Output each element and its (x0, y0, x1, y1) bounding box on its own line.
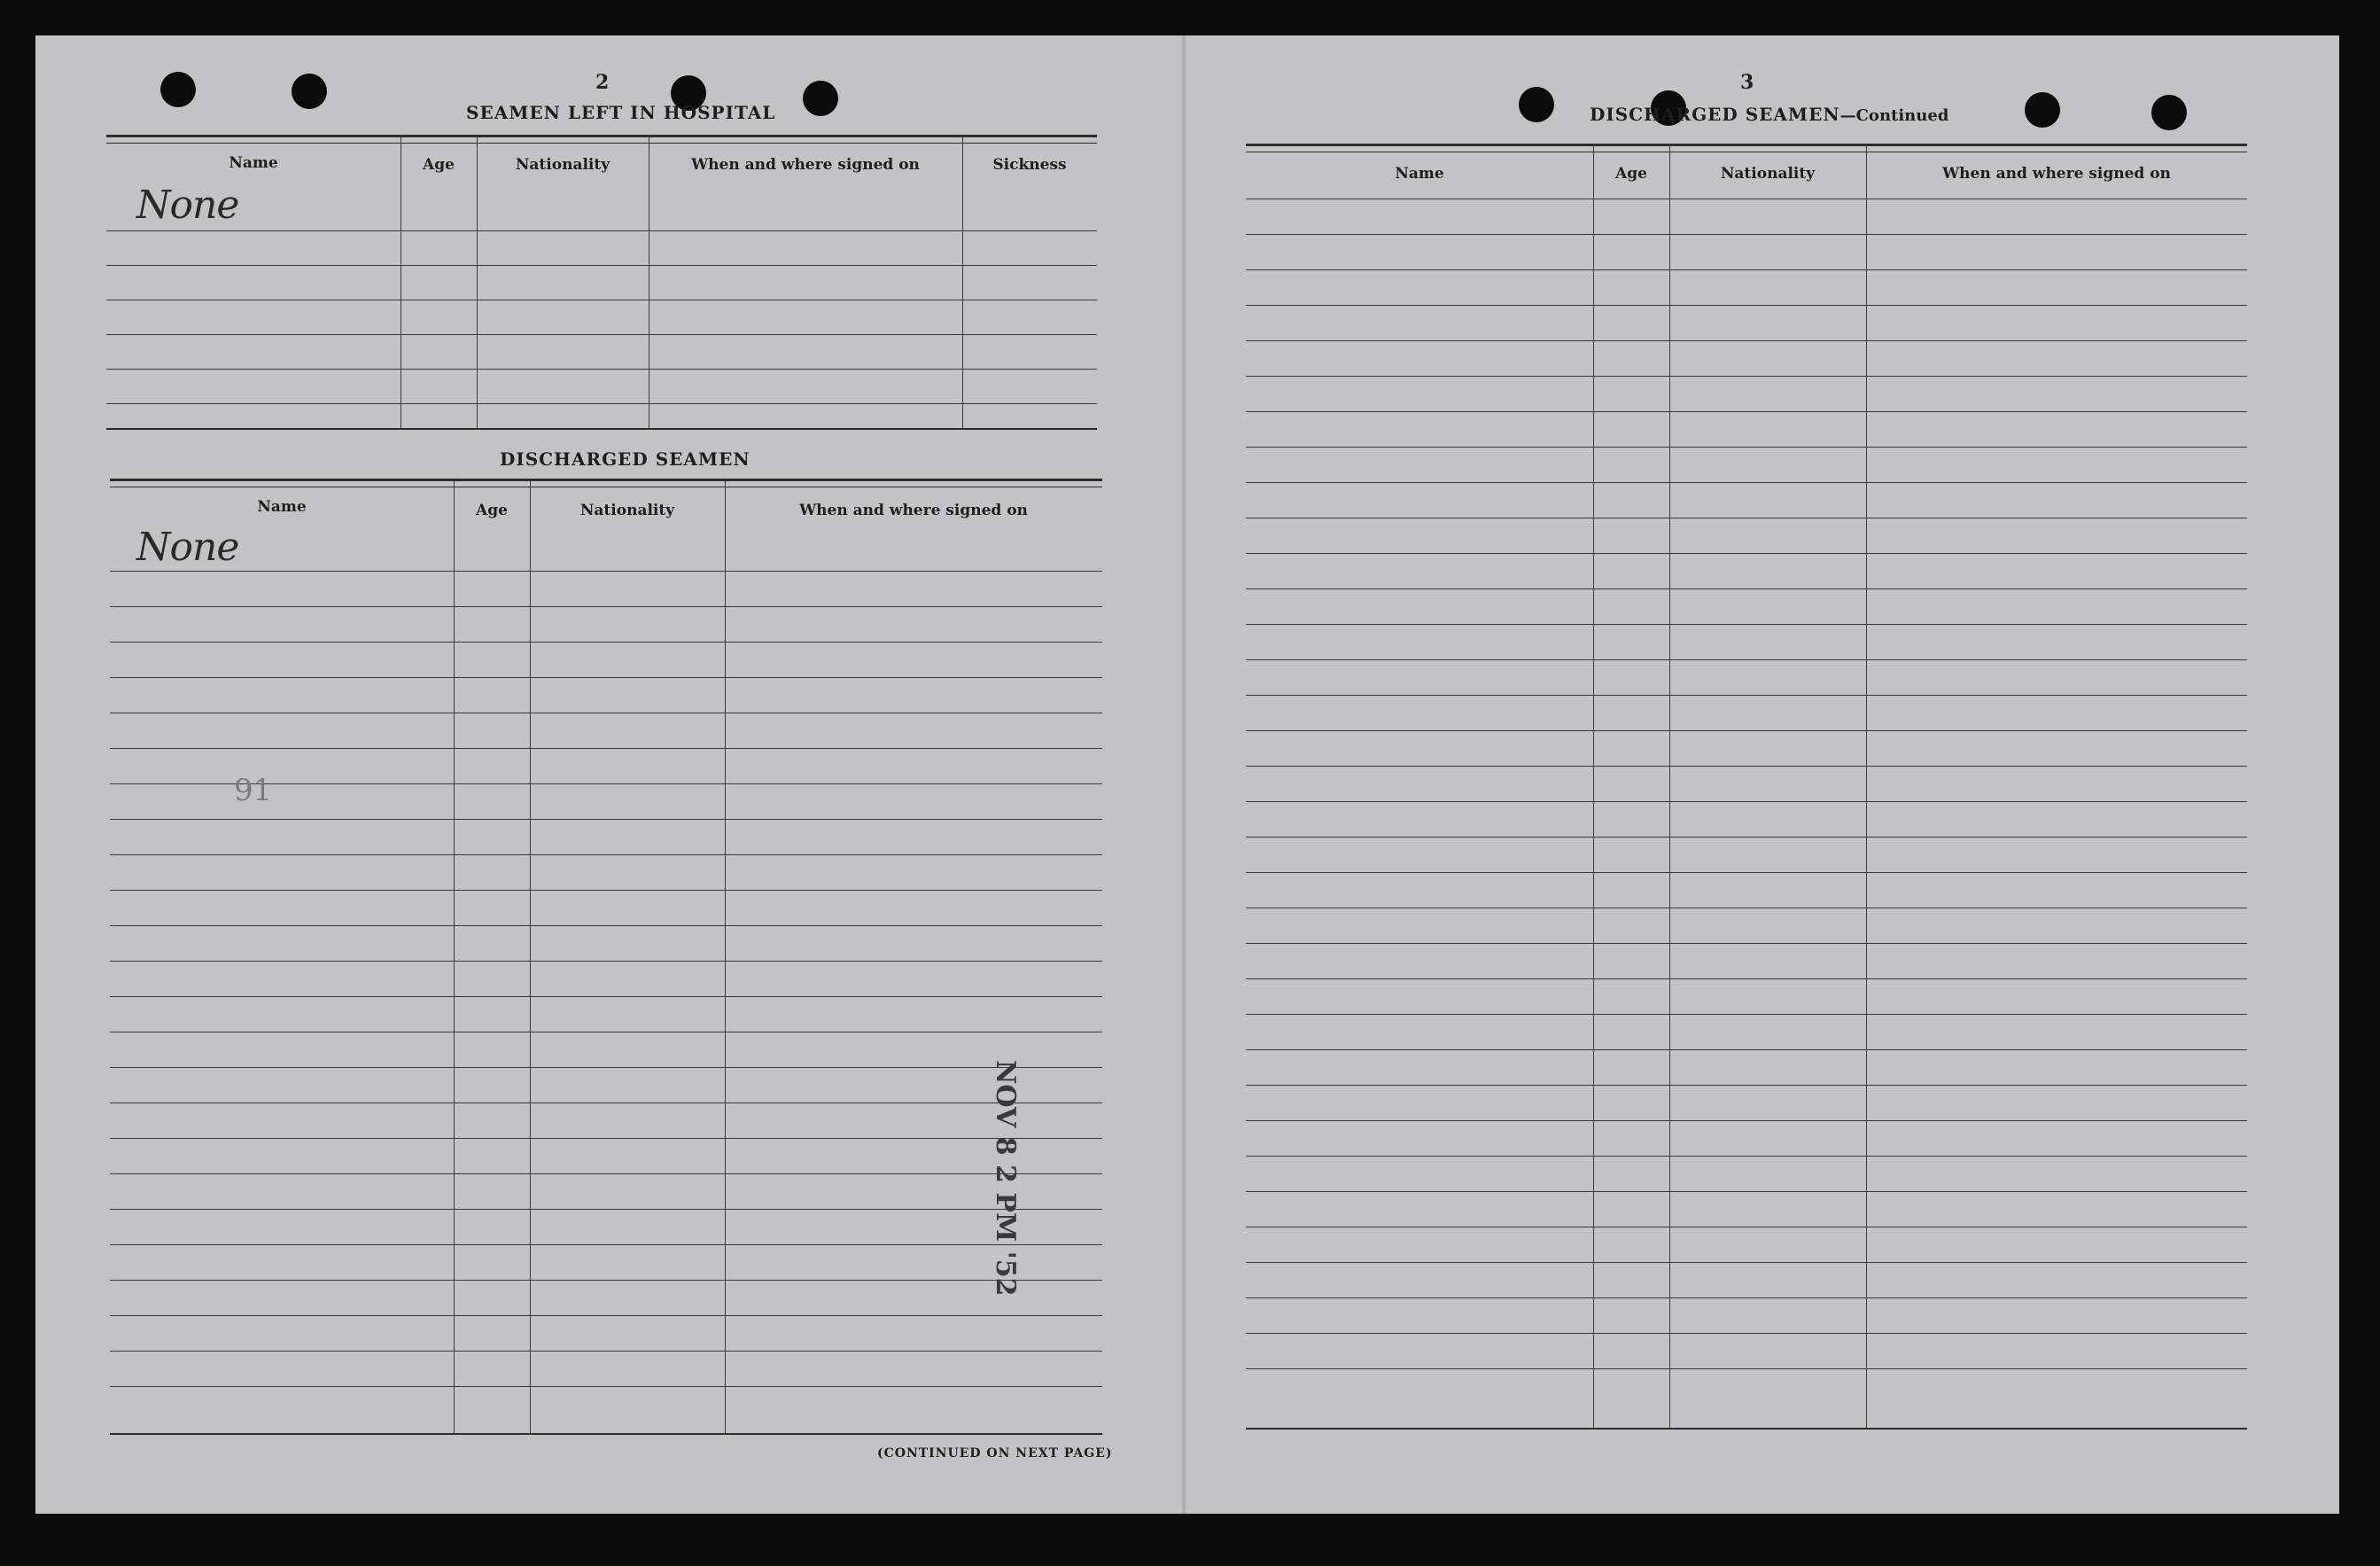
handwritten-none: None (136, 525, 239, 570)
col-header-name: Name (1395, 165, 1444, 183)
col-header-age: Age (1615, 165, 1647, 183)
col-header-nationality: Nationality (579, 502, 675, 519)
col-header-nationality: Nationality (515, 156, 611, 174)
right-page-number: 3 (1740, 71, 1754, 94)
col-header-signed-on: When and where signed on (691, 156, 920, 174)
col-header-name: Name (257, 498, 307, 516)
date-stamp: NOV 8 2 PM '52 (990, 1060, 1021, 1297)
margin-number: 91 (234, 773, 273, 808)
punch-hole (160, 72, 196, 107)
col-header-age: Age (423, 156, 455, 174)
col-header-signed-on: When and where signed on (1942, 165, 2171, 183)
handwritten-none: None (136, 183, 239, 228)
hospital-table (106, 135, 1097, 429)
punch-hole (803, 81, 838, 116)
page-fold (1182, 35, 1186, 1514)
col-header-name: Name (229, 154, 278, 172)
punch-hole (2025, 92, 2060, 128)
punch-hole (2151, 95, 2187, 130)
hospital-section-title: SEAMEN LEFT IN HOSPITAL (466, 102, 776, 123)
punch-hole (292, 74, 327, 109)
discharged-section-title: DISCHARGED SEAMEN (500, 448, 751, 470)
col-header-sickness: Sickness (992, 156, 1067, 174)
discharged-table (110, 479, 1102, 1434)
col-header-age: Age (476, 502, 508, 519)
discharged-continued-title (1590, 104, 1948, 125)
continued-footer: (CONTINUED ON NEXT PAGE) (877, 1446, 1113, 1461)
col-header-nationality: Nationality (1720, 165, 1816, 183)
left-page-number: 2 (595, 71, 610, 94)
punch-hole (1519, 87, 1554, 122)
col-header-signed-on: When and where signed on (799, 502, 1028, 519)
discharged-continued-table (1246, 144, 2247, 1429)
discharged-continued-title-text: DISCHARGED SEAMEN (1590, 104, 1840, 125)
continued-suffix: —Continued (1839, 106, 1949, 125)
